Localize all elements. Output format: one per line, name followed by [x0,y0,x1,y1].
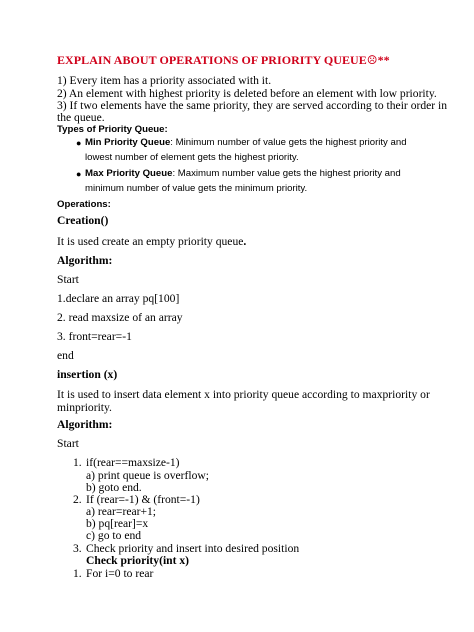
bullet-icon: ● [76,169,82,179]
insertion-start: Start [57,437,79,450]
operations-heading: Operations: [57,199,111,210]
list-number: 2. [73,493,82,506]
creation-step: 3. front=rear=-1 [57,330,132,343]
insertion-algo-heading: Algorithm: [57,418,113,431]
type-item-min [85,135,465,150]
creation-step: end [57,349,74,362]
insertion-desc-line-1: It is used to insert data element x into priority queue according to maxpriority or [57,388,430,401]
list-item: For i=0 to rear [86,567,154,580]
creation-desc [57,235,462,248]
type-label: Min Priority Queue [85,137,171,148]
list-number: 3. [73,542,82,555]
list-item: a) rear=rear+1; [86,505,157,518]
type-item-max [85,166,465,181]
intro-line-2: 2) An element with highest priority is deleted before an element with low priority. [57,87,437,100]
creation-heading: Creation() [57,214,109,227]
page-title: EXPLAIN ABOUT OPERATIONS OF PRIORITY QUEUE☹** [57,53,390,67]
list-item: a) print queue is overflow; [86,469,209,482]
creation-step: Start [57,273,79,286]
intro-line-1: 1) Every item has a priority associated with it. [57,74,272,87]
intro-line-3: 3) If two elements have the same priority, they are served according to their order in [57,99,448,112]
creation-desc-text: It is used create an empty priority queue [57,235,244,248]
list-item: if(rear==maxsize-1) [86,456,180,469]
list-item: b) pq[rear]=x [86,517,149,530]
list-item: If (rear=-1) & (front=-1) [86,493,200,506]
list-number: 1. [73,456,82,469]
list-item: Check priority(int x) [86,554,190,567]
list-number: 1. [73,567,82,580]
intro-line-4: the queue. [57,111,105,124]
type-desc: : Minimum number of value gets the highest priority and [170,137,407,148]
list-item: c) go to end [86,529,142,542]
creation-step: 2. read maxsize of an array [57,311,183,324]
list-item: b) goto end. [86,481,142,494]
bullet-icon: ● [76,138,82,148]
creation-algo-heading: Algorithm: [57,254,113,267]
type-item-min-cont: lowest number of element gets the highest priority. [85,152,299,163]
type-label: Max Priority Queue [85,168,173,179]
list-item: Check priority and insert into desired position [86,542,300,555]
creation-desc-period: . [243,235,247,248]
insertion-heading: insertion (x) [57,368,118,381]
type-item-max-cont: minimum number of value gets the minimum priority. [85,183,308,194]
creation-step: 1.declare an array pq[100] [57,292,180,305]
types-heading: Types of Priority Queue: [57,124,168,135]
type-desc: : Maximum number value gets the highest priority and [172,168,401,179]
insertion-desc-line-2: minpriority. [57,401,112,414]
